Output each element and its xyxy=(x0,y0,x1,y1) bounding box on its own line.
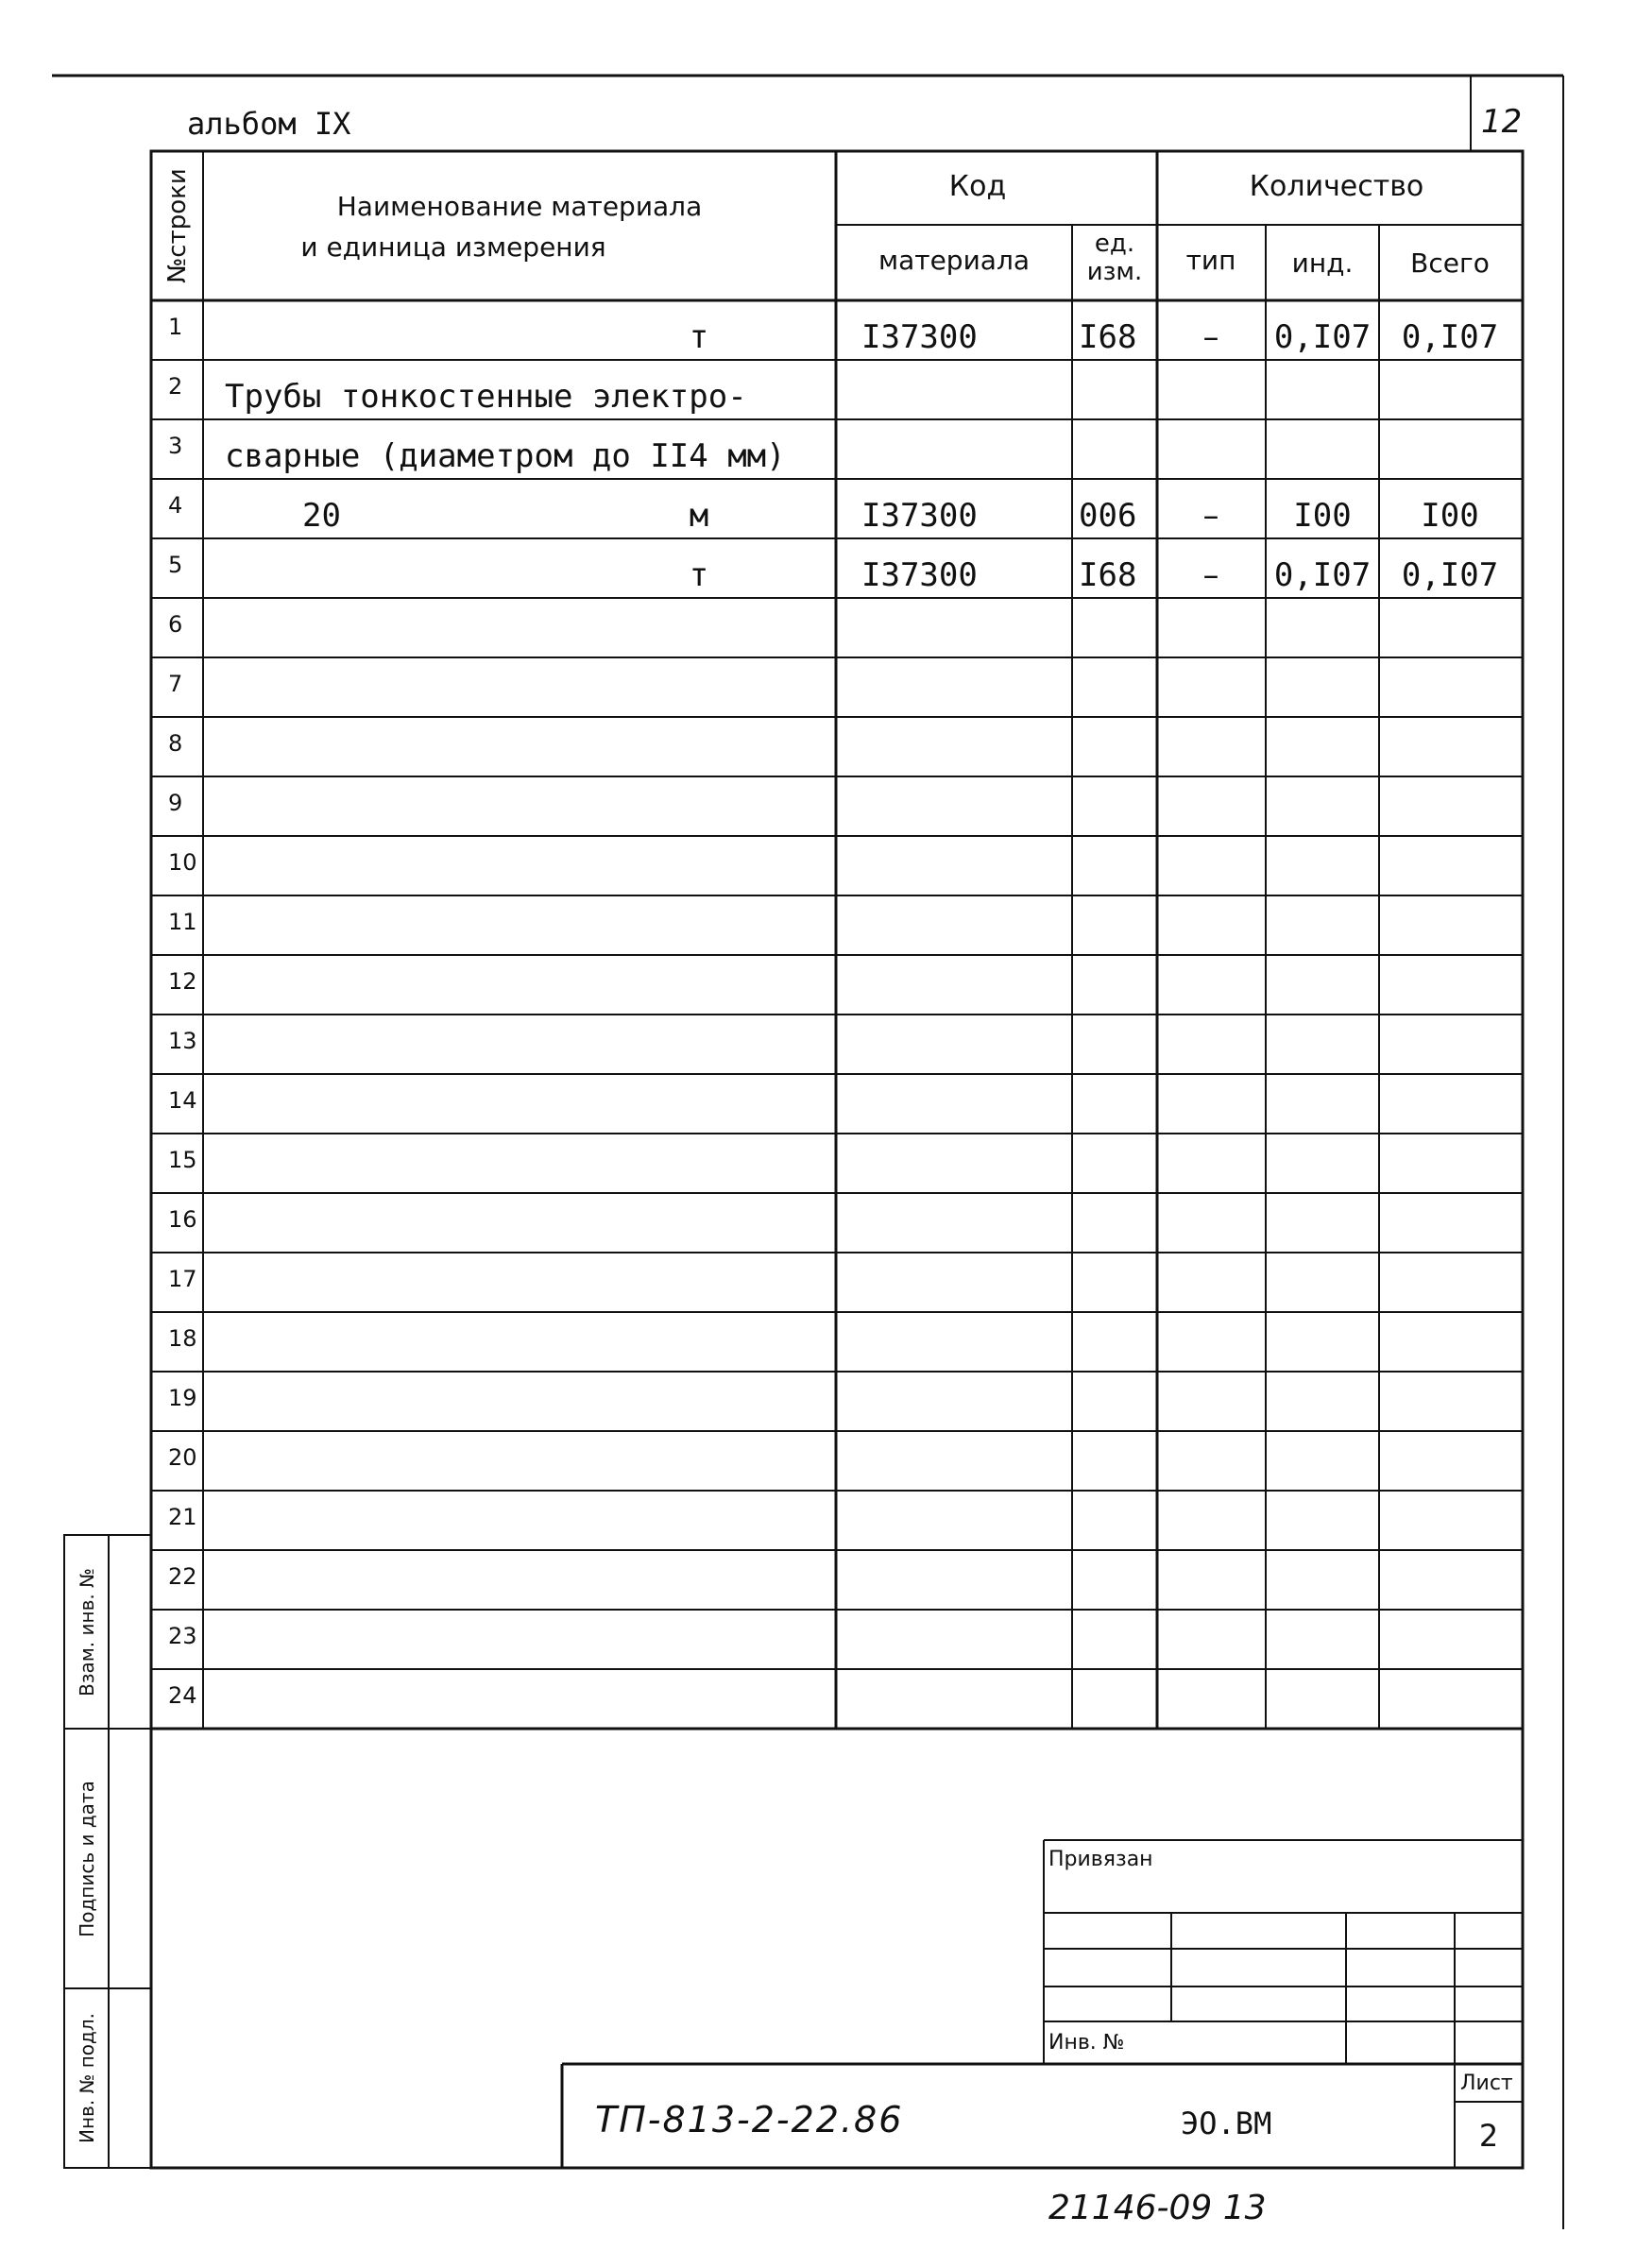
row-number: 22 xyxy=(168,1563,197,1590)
header-ind: инд. xyxy=(1291,247,1354,279)
page-number: 12 xyxy=(1481,103,1523,141)
row-type: – xyxy=(1202,497,1219,535)
row-number: 7 xyxy=(168,671,183,697)
row-number: 21 xyxy=(168,1504,197,1530)
header-name-line2: и единица измерения xyxy=(300,231,606,263)
row-material-code: I37300 xyxy=(861,497,978,535)
label-podpis-data: Подпись и дата xyxy=(76,1781,98,1937)
row-type: – xyxy=(1202,318,1219,356)
footer-code: 21146-09 13 xyxy=(1048,2189,1267,2227)
row-ind: 0,I07 xyxy=(1273,556,1372,594)
row-unit-code: 006 xyxy=(1079,497,1137,535)
stamp-privyazan: Привязан xyxy=(1048,1848,1153,1871)
row-number: 11 xyxy=(168,909,197,935)
row-number: 14 xyxy=(168,1087,197,1114)
row-material-code: I37300 xyxy=(861,556,978,594)
row-number: 3 xyxy=(168,433,183,459)
row-total: 0,I07 xyxy=(1401,556,1499,594)
header-code: Код xyxy=(948,170,1007,203)
header-row-number: №строки xyxy=(163,168,192,283)
row-number: 19 xyxy=(168,1385,197,1411)
row-name: сварные (диаметром до II4 мм) xyxy=(225,437,786,475)
label-inv-podl: Инв. № подл. xyxy=(76,2013,98,2143)
row-number: 2 xyxy=(168,373,183,400)
row-ind: 0,I07 xyxy=(1273,318,1372,356)
row-number: 4 xyxy=(168,492,183,519)
row-number: 23 xyxy=(168,1623,197,1649)
row-number: 13 xyxy=(168,1028,197,1054)
row-number: 18 xyxy=(168,1325,197,1352)
row-number: 12 xyxy=(168,968,197,995)
row-material-code: I37300 xyxy=(861,318,978,356)
row-name: Трубы тонкостенные электро- xyxy=(225,378,747,416)
header-unit-line1: ед. xyxy=(1094,230,1135,258)
sheet-number: 2 xyxy=(1478,2118,1499,2154)
row-number: 5 xyxy=(168,552,183,578)
row-number: 9 xyxy=(168,790,183,816)
stamp-inv-no: Инв. № xyxy=(1048,2031,1125,2055)
row-unit-code: I68 xyxy=(1079,556,1137,594)
row-name: 20 xyxy=(302,497,341,535)
row-total: I00 xyxy=(1421,497,1479,535)
row-unit: м xyxy=(689,497,709,535)
header-name-line1: Наименование материала xyxy=(336,191,703,222)
row-type: – xyxy=(1202,556,1219,594)
row-unit: т xyxy=(689,556,709,594)
row-number: 20 xyxy=(168,1444,197,1471)
row-unit: т xyxy=(689,318,709,356)
row-number: 6 xyxy=(168,611,183,638)
row-number: 10 xyxy=(168,849,197,876)
document-mark: ЭО.ВМ xyxy=(1181,2106,1272,2141)
row-total: 0,I07 xyxy=(1401,318,1499,356)
row-unit-code: I68 xyxy=(1079,318,1137,356)
label-vzam-inv: Взам. инв. № xyxy=(76,1568,98,1697)
header-material: материала xyxy=(878,245,1031,276)
row-ind: I00 xyxy=(1293,497,1352,535)
header-unit-line2: изм. xyxy=(1086,258,1143,286)
header-total: Всего xyxy=(1410,247,1490,279)
row-number: 15 xyxy=(168,1147,197,1173)
album-label: альбом IX xyxy=(187,106,351,142)
header-type: тип xyxy=(1185,245,1236,276)
row-number: 16 xyxy=(168,1206,197,1233)
row-number: 8 xyxy=(168,730,183,757)
document-code: ТП-813-2-22.86 xyxy=(595,2099,904,2140)
sheet-label: Лист xyxy=(1460,2072,1513,2095)
row-number: 17 xyxy=(168,1266,197,1292)
row-number: 1 xyxy=(168,314,183,340)
header-quantity: Количество xyxy=(1249,170,1424,203)
row-number: 24 xyxy=(168,1682,197,1709)
